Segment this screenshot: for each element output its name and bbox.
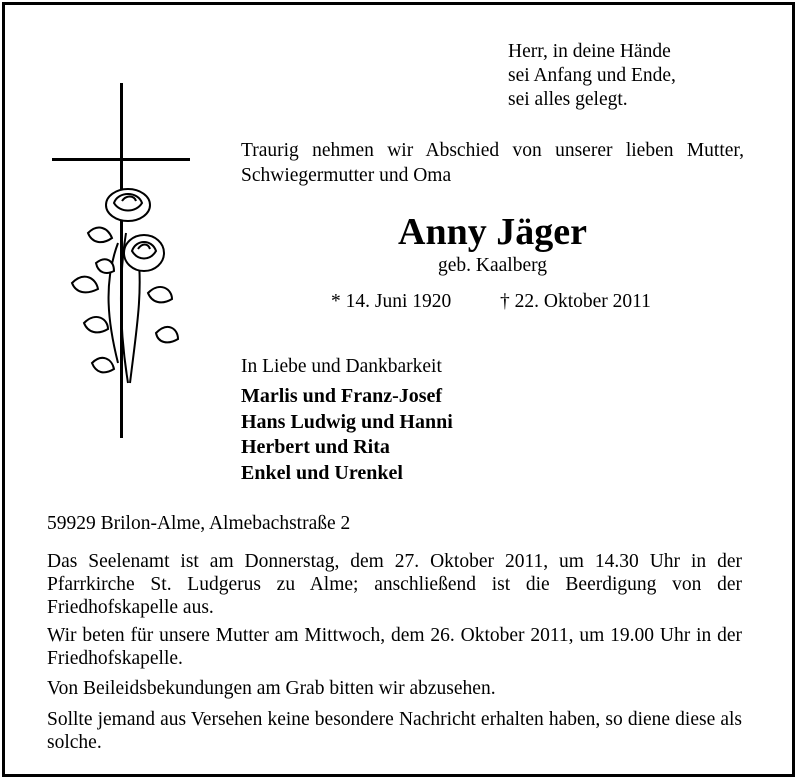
mourners-list xyxy=(241,384,453,486)
paragraph-funeral-mass: Das Seelenamt ist am Donnerstag, dem 27. Oktober 2011, um 14.30 Uhr in der Pfarrkirche St. Ludgerus zu Alme; anschließend ist die Beerdigung von der Friedhofskapelle aus. xyxy=(47,551,742,618)
mourners-intro: In Liebe und Dankbarkeit xyxy=(241,356,442,377)
death-date: † 22. Oktober 2011 xyxy=(500,291,651,312)
deceased-name: Anny Jäger xyxy=(398,211,587,253)
intro-text: Traurig nehmen wir Abschied von unserer lieben Mutter, Schwiegermutter und Oma xyxy=(241,140,744,186)
mourner-name: Hans Ludwig und Hanni xyxy=(241,410,453,433)
mourner-name: Marlis und Franz-Josef xyxy=(241,385,443,407)
paragraph-prayer: Wir beten für unsere Mutter am Mittwoch, dem 26. Oktober 2011, um 19.00 Uhr in der Friedhofskapelle. xyxy=(47,625,742,669)
birth-name: geb. Kaalberg xyxy=(437,255,547,276)
paragraph-condolences: Von Beileidsbekundungen am Grab bitten wir abzusehen. xyxy=(47,678,496,699)
address: 59929 Brilon-Alme, Almebachstraße 2 xyxy=(47,513,351,534)
paragraph-notice: Sollte jemand aus Versehen keine besondere Nachricht erhalten haben, so diene diese als solche. xyxy=(47,709,742,753)
verse-line: sei alles gelegt. xyxy=(508,89,628,110)
verse-line: sei Anfang und Ende, xyxy=(508,65,676,86)
mourner-name: Herbert und Rita xyxy=(241,436,390,458)
birth-date: * 14. Juni 1920 xyxy=(331,291,452,312)
verse xyxy=(508,40,676,112)
cross-with-roses-icon xyxy=(48,83,198,448)
mourner-name: Enkel und Urenkel xyxy=(241,461,403,484)
verse-line: Herr, in deine Hände xyxy=(508,41,671,62)
